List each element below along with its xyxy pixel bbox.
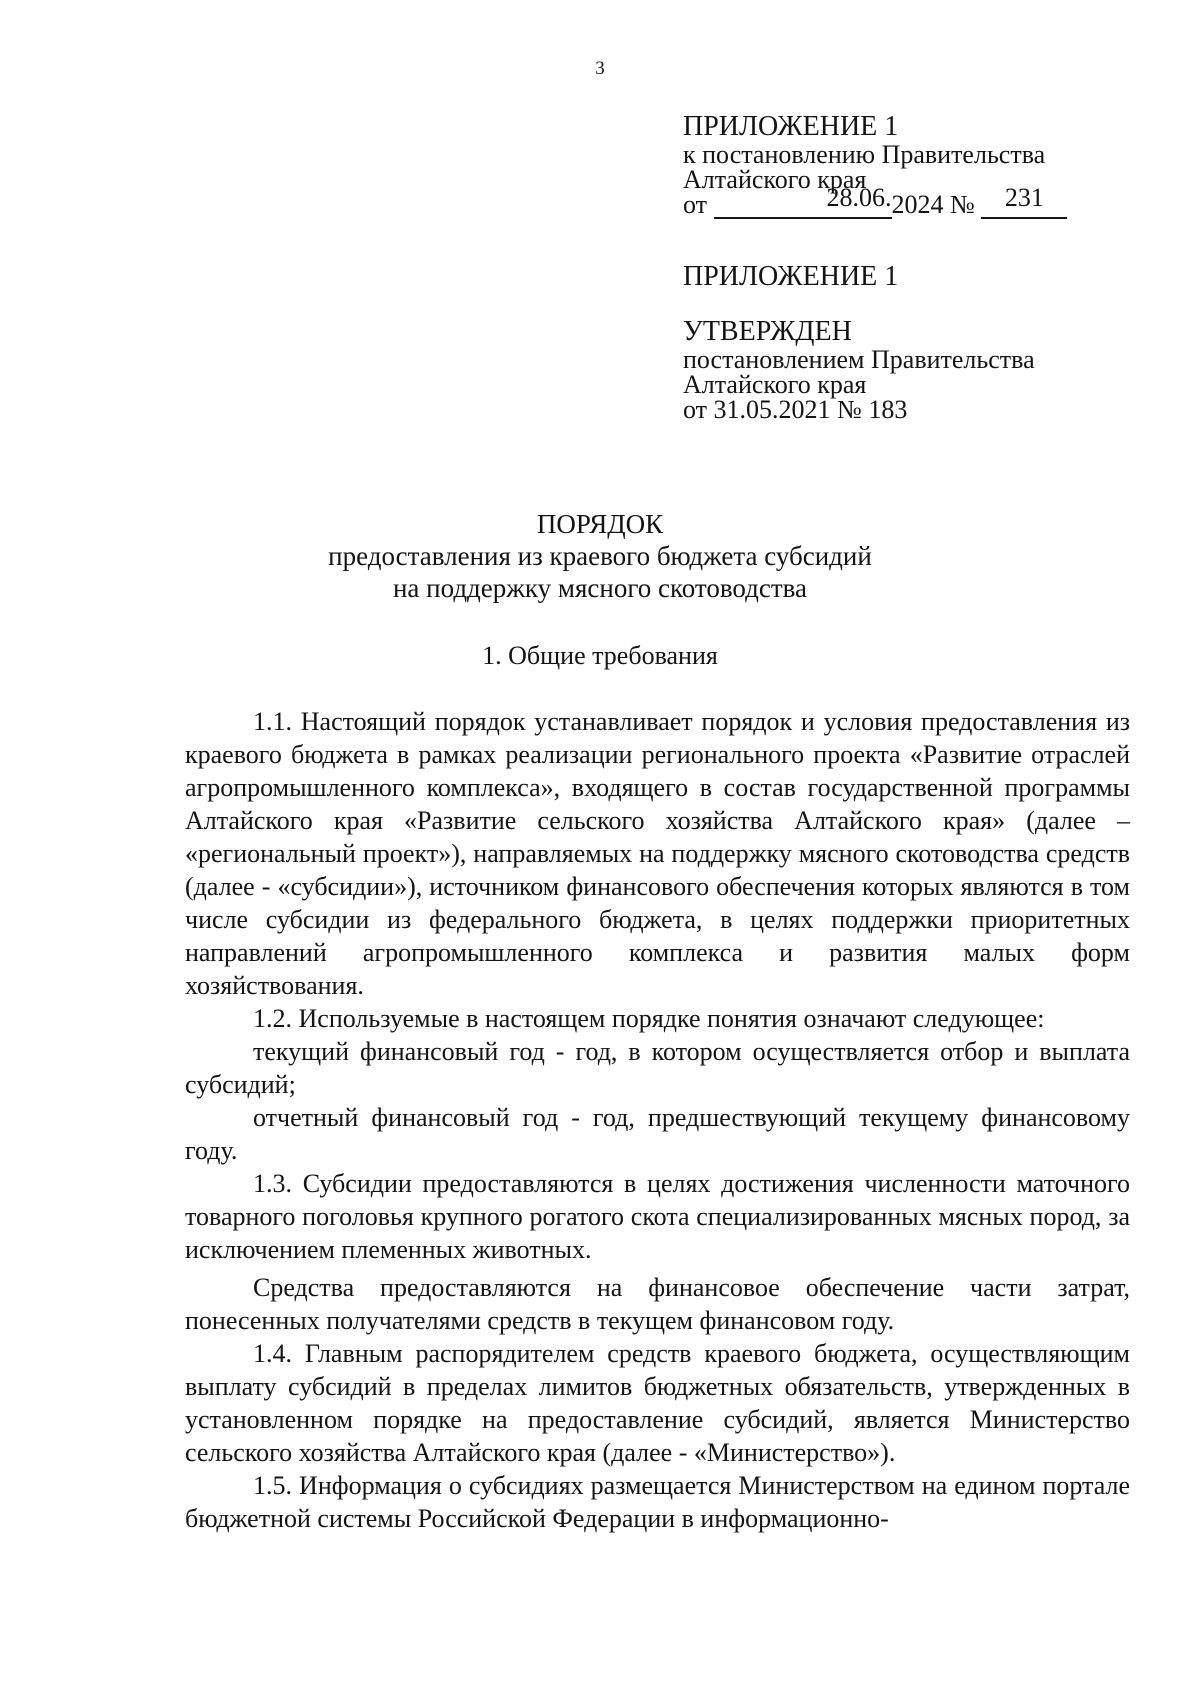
appendix-title: ПРИЛОЖЕНИЕ 1 bbox=[683, 111, 899, 142]
appendix-line-1: к постановлению Правительства bbox=[683, 140, 1046, 169]
document-title: ПОРЯДОК bbox=[536, 509, 664, 539]
paragraph-1-3: 1.3. Субсидии предоставляются в целях достижения численности маточного товарного поголовья крупного рогатого скота специализированных мясных пород, за исключением племенных животных. bbox=[185, 1169, 1130, 1264]
paragraph-1-2: 1.2. Используемые в настоящем порядке понятия означают следующее: bbox=[253, 1004, 1045, 1033]
paragraph-1-1: 1.1. Настоящий порядок устанавливает порядок и условия предоставления из краевого бюджета в рамках реализации регионального проекта «Развитие отраслей агропромышленного комплекса», входящего в состав государственной программы Алтайского края «Развитие сельского хозяйства Алтайского края» (далее – «региональный проект»), направляемых на поддержку мясного скотоводства средств (далее - «субсидии»), источником финансового обеспечения которых являются в том числе субсидии из федерального бюджета, в целях поддержки приоритетных направлений агропромышленного комплекса и развития малых форм хозяйствования. bbox=[185, 707, 1130, 1000]
page-number: 3 bbox=[595, 58, 605, 79]
section-heading: 1. Общие требования bbox=[482, 641, 718, 670]
approval-line-1: постановлением Правительства bbox=[683, 345, 1035, 374]
paragraph-1-4: 1.4. Главным распорядителем средств краевого бюджета, осуществляющим выплату субсидий в пределах лимитов бюджетных обязательств, утвержденных в установленном порядке на предоставление субсидий, является Министерство сельского хозяйства Алтайского края (далее - «Министерство»). bbox=[185, 1339, 1130, 1467]
appendix-block bbox=[683, 112, 1067, 219]
date-field bbox=[714, 183, 892, 219]
document-body bbox=[185, 705, 1130, 1535]
document-subtitle-2: на поддержку мясного скотоводства bbox=[392, 573, 808, 603]
appendix-date-line bbox=[683, 183, 1067, 219]
paragraph-funds: Средства предоставляются на финансовое обеспечение части затрат, понесенных получателями средств в текущем финансовом году. bbox=[185, 1273, 1130, 1335]
year-label: 2024 № bbox=[891, 190, 975, 219]
date-value: 28.06. bbox=[826, 183, 892, 212]
approval-line-3: от 31.05.2021 № 183 bbox=[683, 395, 908, 424]
number-value: 231 bbox=[1004, 183, 1044, 212]
approved-label: УТВЕРЖДЕН bbox=[683, 316, 852, 347]
number-field bbox=[981, 183, 1067, 219]
paragraph-current-year: текущий финансовый год - год, в котором осуществляется отбор и выплата субсидий; bbox=[185, 1037, 1130, 1099]
document-heading bbox=[0, 508, 1200, 604]
appendix-line-2: Алтайского края bbox=[683, 165, 867, 194]
approval-line-2: Алтайского края bbox=[683, 370, 867, 399]
paragraph-reporting-year: отчетный финансовый год - год, предшествующий текущему финансовому году. bbox=[185, 1103, 1130, 1165]
paragraph-1-5: 1.5. Информация о субсидиях размещается Министерством на едином портале бюджетной системы Российской Федерации в информационно- bbox=[185, 1471, 1130, 1533]
approval-appendix-title: ПРИЛОЖЕНИЕ 1 bbox=[683, 261, 899, 292]
document-subtitle-1: предоставления из краевого бюджета субсидий bbox=[328, 541, 872, 571]
approval-block bbox=[683, 262, 1035, 422]
from-label: от bbox=[683, 190, 708, 219]
